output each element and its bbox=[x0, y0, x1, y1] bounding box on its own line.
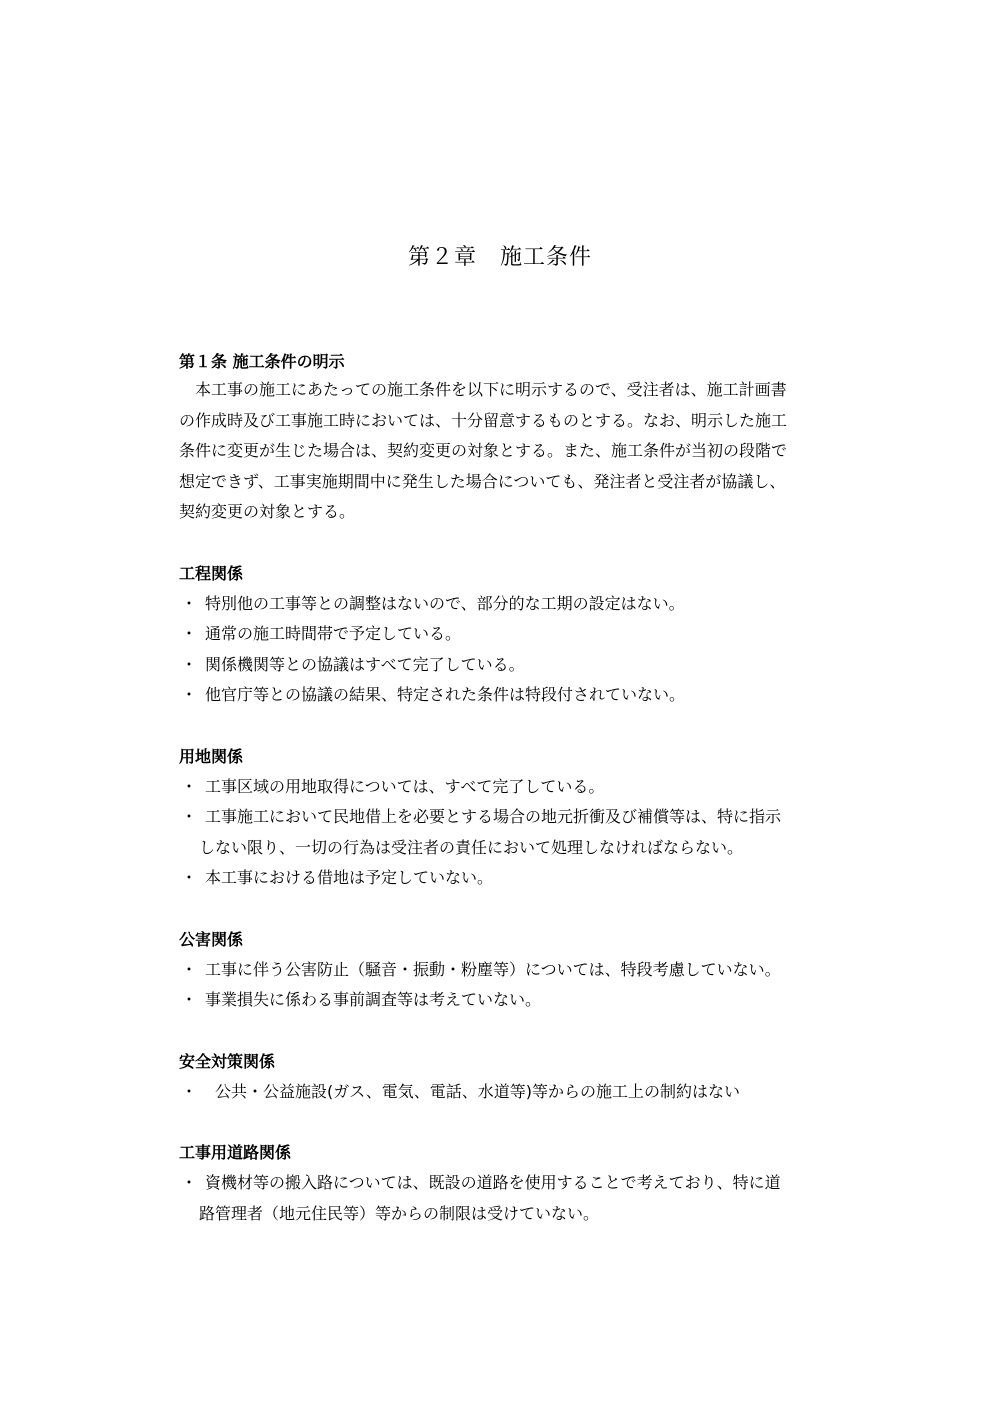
document-body bbox=[179, 351, 859, 1229]
bullet-icon: ・ bbox=[181, 776, 198, 796]
bullet-icon: ・ bbox=[181, 654, 198, 674]
section-land bbox=[179, 746, 859, 894]
section-construction-road bbox=[179, 1142, 859, 1229]
bullet-icon: ・ bbox=[181, 1173, 198, 1192]
page-title: 第２章 施工条件 bbox=[407, 245, 592, 270]
section-heading: 用地関係 bbox=[179, 746, 244, 766]
list-item bbox=[179, 1168, 859, 1229]
bullet-list bbox=[179, 955, 859, 1016]
section-heading: 公害関係 bbox=[179, 929, 244, 949]
section-schedule bbox=[179, 563, 859, 711]
bullet-icon: ・ bbox=[181, 807, 198, 826]
list-item-text: 工事に伴う公害防止（騒音・振動・粉塵等）については、特段考慮していない。 bbox=[205, 959, 781, 979]
article-body-line: 想定できず、工事実施期間中に発生した場合についても、発注者と受注者が協議し、 bbox=[179, 471, 786, 491]
list-item-text-continued: 路管理者（地元住民等）等からの制限は受けていない。 bbox=[199, 1203, 600, 1223]
section-heading: 工事用道路関係 bbox=[179, 1143, 292, 1162]
list-item bbox=[179, 650, 859, 681]
list-item bbox=[179, 802, 859, 863]
article-1 bbox=[179, 351, 859, 528]
list-item-text: 他官庁等との協議の結果、特定された条件は特段付されていない。 bbox=[205, 685, 686, 704]
list-item-text: 工事施工において民地借上を必要とする場合の地元折衝及び補償等は、特に指示 bbox=[205, 807, 782, 826]
bullet-icon: ・ bbox=[181, 624, 198, 643]
list-item-text: 資機材等の搬入路については、既設の道路を使用することで考えており、特に道 bbox=[205, 1173, 781, 1192]
list-item-text-continued: しない限り、一切の行為は受注者の責任において処理しなければならない。 bbox=[199, 837, 744, 857]
list-item-text: 本工事における借地は予定していない。 bbox=[205, 868, 494, 887]
section-safety bbox=[179, 1051, 859, 1108]
list-item-text: 工事区域の用地取得については、すべて完了している。 bbox=[205, 776, 605, 796]
article-body-line: 契約変更の対象とする。 bbox=[179, 502, 356, 521]
list-item-text: 特別他の工事等との調整はないので、部分的な工期の設定はない。 bbox=[205, 593, 685, 613]
list-item-text: 公共・公益施設(ガス、電気、電話、水道等)等からの施工上の制約はない bbox=[215, 1081, 740, 1101]
section-heading: 工程関係 bbox=[179, 563, 244, 583]
article-body-line: の作成時及び工事施工時においては、十分留意するものとする。なお、明示した施工 bbox=[179, 410, 788, 430]
list-item bbox=[179, 1077, 859, 1108]
list-item bbox=[179, 955, 859, 986]
article-body-line: 本工事の施工にあたっての施工条件を以下に明示するので、受注者は、施工計画書 bbox=[179, 380, 787, 399]
bullet-list bbox=[179, 1168, 859, 1229]
list-item bbox=[179, 772, 859, 803]
article-heading: 第１条 施工条件の明示 bbox=[179, 352, 345, 371]
bullet-icon: ・ bbox=[181, 685, 198, 704]
section-heading: 安全対策関係 bbox=[179, 1051, 276, 1071]
list-item bbox=[179, 680, 859, 711]
bullet-icon: ・ bbox=[181, 990, 198, 1009]
section-pollution bbox=[179, 929, 859, 1016]
list-item bbox=[179, 619, 859, 650]
bullet-icon: ・ bbox=[181, 593, 198, 613]
list-item bbox=[179, 589, 859, 620]
list-item bbox=[179, 863, 859, 894]
article-body-line: 条件に変更が生じた場合は、契約変更の対象とする。また、施工条件が当初の段階で bbox=[179, 441, 788, 460]
list-item-text: 事業損失に係わる事前調査等は考えていない。 bbox=[205, 990, 542, 1009]
list-item-text: 関係機関等との協議はすべて完了している。 bbox=[205, 654, 525, 674]
list-item bbox=[179, 985, 859, 1016]
bullet-list bbox=[179, 1077, 859, 1108]
bullet-icon: ・ bbox=[181, 959, 198, 979]
bullet-list bbox=[179, 589, 859, 711]
bullet-icon: ・ bbox=[181, 868, 198, 887]
bullet-icon: ・ bbox=[181, 1081, 198, 1101]
article-body bbox=[179, 375, 859, 528]
bullet-list bbox=[179, 772, 859, 894]
list-item-text: 通常の施工時間帯で予定している。 bbox=[205, 624, 462, 643]
